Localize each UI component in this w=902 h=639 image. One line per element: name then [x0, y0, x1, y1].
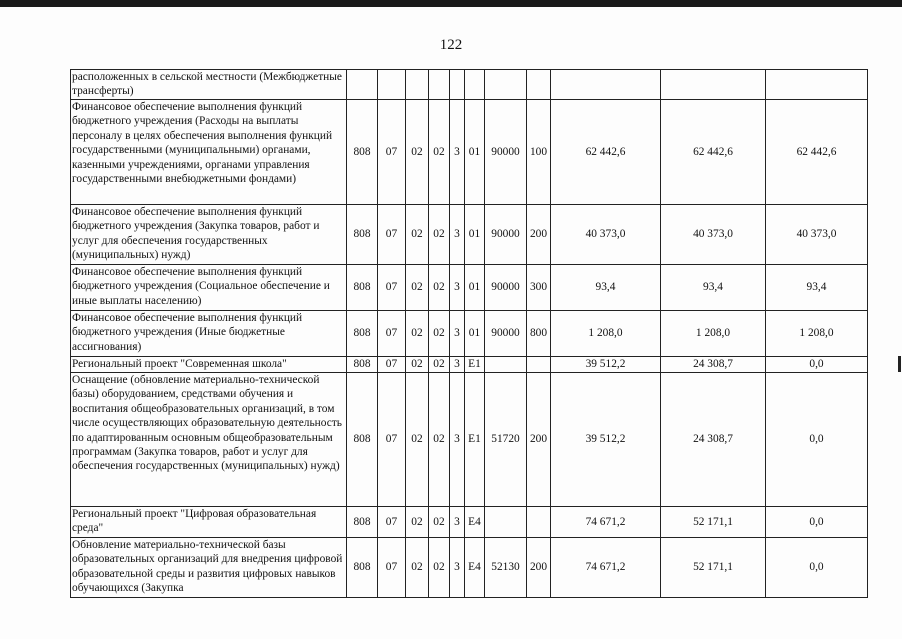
amount-year-3: 93,4 — [766, 265, 868, 311]
code-expense-type — [527, 70, 551, 100]
code-expense-type: 800 — [527, 311, 551, 357]
table-row — [71, 357, 868, 373]
code-program: 02 — [429, 311, 450, 357]
code-type: 3 — [450, 373, 465, 507]
code-program: 02 — [429, 357, 450, 373]
row-name: расположенных в сельской местности (Межбюджетные трансферты) — [71, 70, 347, 100]
code-type: 3 — [450, 100, 465, 205]
code-expense-type: 300 — [527, 265, 551, 311]
amount-year-3: 0,0 — [766, 538, 868, 598]
code-section: 07 — [378, 311, 406, 357]
code-direction: 52130 — [485, 538, 527, 598]
code-section: 07 — [378, 538, 406, 598]
code-type: 3 — [450, 311, 465, 357]
amount-year-2: 24 308,7 — [661, 357, 766, 373]
budget-table — [70, 69, 868, 598]
row-name: Региональный проект "Цифровая образовательная среда" — [71, 507, 347, 538]
scan-edge-mark — [898, 356, 901, 372]
code-event: E1 — [465, 373, 485, 507]
table-row — [71, 507, 868, 538]
code-subsection: 02 — [406, 357, 429, 373]
code-event: E1 — [465, 357, 485, 373]
code-direction: 51720 — [485, 373, 527, 507]
code-type: 3 — [450, 538, 465, 598]
code-direction: 90000 — [485, 205, 527, 265]
amount-year-1: 1 208,0 — [551, 311, 661, 357]
amount-year-2: 93,4 — [661, 265, 766, 311]
code-expense-type — [527, 357, 551, 373]
row-name: Региональный проект "Современная школа" — [71, 357, 347, 373]
code-expense-type: 200 — [527, 205, 551, 265]
code-expense-type: 100 — [527, 100, 551, 205]
code-ministry: 808 — [347, 507, 378, 538]
code-type: 3 — [450, 507, 465, 538]
amount-year-1: 93,4 — [551, 265, 661, 311]
table-row — [71, 205, 868, 265]
amount-year-3: 0,0 — [766, 373, 868, 507]
code-direction: 90000 — [485, 100, 527, 205]
code-section: 07 — [378, 373, 406, 507]
amount-year-2: 62 442,6 — [661, 100, 766, 205]
row-name: Финансовое обеспечение выполнения функций бюджетного учреждения (Иные бюджетные ассигнования) — [71, 311, 347, 357]
code-event — [465, 70, 485, 100]
amount-year-2: 1 208,0 — [661, 311, 766, 357]
code-program: 02 — [429, 538, 450, 598]
code-event: 01 — [465, 265, 485, 311]
code-type: 3 — [450, 265, 465, 311]
amount-year-1: 39 512,2 — [551, 373, 661, 507]
code-ministry: 808 — [347, 100, 378, 205]
code-section: 07 — [378, 205, 406, 265]
code-direction — [485, 70, 527, 100]
row-name: Оснащение (обновление материально-технической базы) оборудованием, средствами обучения и воспитания общеобразовательных организаций, в том числе осуществляющих образовательную деятельность по адаптированным основным общеобразовательным программам (Закупка товаров, работ и услуг для обеспечения государственных (муниципальных) нужд) — [71, 373, 347, 507]
amount-year-1: 74 671,2 — [551, 507, 661, 538]
code-subsection: 02 — [406, 205, 429, 265]
code-ministry: 808 — [347, 357, 378, 373]
amount-year-2: 24 308,7 — [661, 373, 766, 507]
code-subsection: 02 — [406, 265, 429, 311]
code-direction — [485, 507, 527, 538]
code-program: 02 — [429, 265, 450, 311]
amount-year-3: 0,0 — [766, 357, 868, 373]
amount-year-3 — [766, 70, 868, 100]
amount-year-3: 62 442,6 — [766, 100, 868, 205]
amount-year-2 — [661, 70, 766, 100]
code-section: 07 — [378, 357, 406, 373]
amount-year-2: 52 171,1 — [661, 538, 766, 598]
code-section — [378, 70, 406, 100]
code-program: 02 — [429, 100, 450, 205]
row-name: Финансовое обеспечение выполнения функций бюджетного учреждения (Расходы на выплаты персоналу в целях обеспечения выполнения функций государственными (муниципальными) органами, казенными учреждениями, органами управления государственными внебюджетными фондами) — [71, 100, 347, 205]
amount-year-1: 74 671,2 — [551, 538, 661, 598]
code-event: E4 — [465, 507, 485, 538]
code-ministry: 808 — [347, 373, 378, 507]
code-program — [429, 70, 450, 100]
table-row — [71, 265, 868, 311]
top-border-bar — [0, 0, 902, 7]
code-direction: 90000 — [485, 311, 527, 357]
code-subsection: 02 — [406, 373, 429, 507]
table-row — [71, 311, 868, 357]
code-event: E4 — [465, 538, 485, 598]
code-expense-type: 200 — [527, 373, 551, 507]
code-program: 02 — [429, 507, 450, 538]
code-event: 01 — [465, 311, 485, 357]
table-row — [71, 70, 868, 100]
code-section: 07 — [378, 265, 406, 311]
code-event: 01 — [465, 100, 485, 205]
amount-year-1: 40 373,0 — [551, 205, 661, 265]
code-type: 3 — [450, 205, 465, 265]
amount-year-2: 40 373,0 — [661, 205, 766, 265]
amount-year-1: 62 442,6 — [551, 100, 661, 205]
amount-year-3: 40 373,0 — [766, 205, 868, 265]
amount-year-1 — [551, 70, 661, 100]
row-name: Обновление материально-технической базы образовательных организаций для внедрения цифровой образовательной среды и развития цифровых навыков обучающихся (Закупка — [71, 538, 347, 598]
code-type — [450, 70, 465, 100]
code-section: 07 — [378, 507, 406, 538]
code-program: 02 — [429, 205, 450, 265]
amount-year-2: 52 171,1 — [661, 507, 766, 538]
code-expense-type: 200 — [527, 538, 551, 598]
code-event: 01 — [465, 205, 485, 265]
code-ministry: 808 — [347, 205, 378, 265]
code-subsection: 02 — [406, 507, 429, 538]
page-number: 122 — [439, 37, 463, 53]
code-program: 02 — [429, 373, 450, 507]
code-direction — [485, 357, 527, 373]
table-row — [71, 100, 868, 205]
code-subsection: 02 — [406, 100, 429, 205]
code-subsection — [406, 70, 429, 100]
row-name: Финансовое обеспечение выполнения функций бюджетного учреждения (Социальное обеспечение и иные выплаты населению) — [71, 265, 347, 311]
code-ministry: 808 — [347, 311, 378, 357]
row-name: Финансовое обеспечение выполнения функций бюджетного учреждения (Закупка товаров, работ и услуг для обеспечения государственных (муниципальных) нужд) — [71, 205, 347, 265]
code-ministry: 808 — [347, 538, 378, 598]
code-expense-type — [527, 507, 551, 538]
code-section: 07 — [378, 100, 406, 205]
code-type: 3 — [450, 357, 465, 373]
code-subsection: 02 — [406, 538, 429, 598]
amount-year-3: 1 208,0 — [766, 311, 868, 357]
code-ministry — [347, 70, 378, 100]
code-ministry: 808 — [347, 265, 378, 311]
table-row — [71, 538, 868, 598]
code-subsection: 02 — [406, 311, 429, 357]
code-direction: 90000 — [485, 265, 527, 311]
table-row — [71, 373, 868, 507]
amount-year-1: 39 512,2 — [551, 357, 661, 373]
amount-year-3: 0,0 — [766, 507, 868, 538]
